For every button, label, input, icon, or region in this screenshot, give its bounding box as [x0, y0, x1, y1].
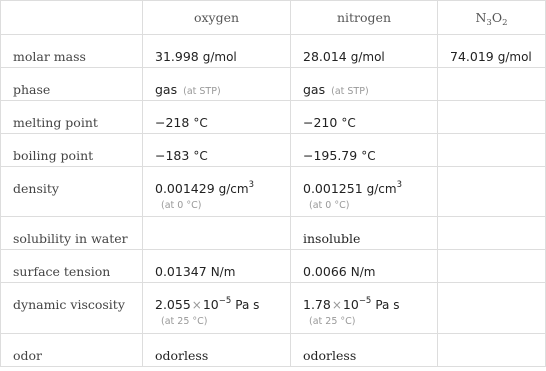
table-header-row: [1, 1, 546, 35]
row-label: surface tension: [1, 250, 143, 283]
nitrogen-surface-tension: [291, 250, 438, 283]
n3o2-dynamic-viscosity: [438, 283, 546, 334]
unit-exponent: 3: [248, 180, 255, 190]
row-label: molar mass: [1, 35, 143, 68]
unit: g/cm: [218, 182, 249, 196]
column-header-n3o2: [438, 1, 546, 35]
unit: Pa s: [235, 298, 260, 312]
base: 10: [342, 297, 359, 312]
row-label: phase: [1, 68, 143, 101]
row-label: melting point: [1, 101, 143, 134]
value: −183: [155, 148, 190, 163]
table-row: [1, 68, 546, 101]
value: 74.019: [450, 49, 494, 64]
oxygen-density: [143, 167, 291, 217]
n3o2-solubility: [438, 217, 546, 250]
nitrogen-melting-point: [291, 101, 438, 134]
value: 0.001429: [155, 181, 215, 196]
times-sign: ×: [331, 298, 342, 312]
mantissa: 2.055: [155, 297, 191, 312]
value: 0.001251: [303, 181, 363, 196]
n3o2-molar-mass: [438, 35, 546, 68]
table-row: [1, 283, 546, 334]
unit: Pa s: [375, 298, 400, 312]
table-row: [1, 134, 546, 167]
nitrogen-solubility: insoluble: [291, 217, 438, 250]
oxygen-solubility: [143, 217, 291, 250]
n3o2-melting-point: [438, 101, 546, 134]
unit: °C: [193, 116, 208, 130]
column-header-oxygen: oxygen: [143, 1, 291, 35]
formula-n: N: [475, 10, 487, 25]
unit: g/mol: [202, 50, 237, 64]
condition-note: (at STP): [183, 86, 221, 97]
base: 10: [202, 297, 219, 312]
column-header-nitrogen: nitrogen: [291, 1, 438, 35]
table-row: [1, 250, 546, 283]
table-row: [1, 35, 546, 68]
n3o2-density: [438, 167, 546, 217]
value: −195.79: [303, 148, 358, 163]
unit: °C: [193, 149, 208, 163]
value: −210: [303, 115, 338, 130]
value: gas: [303, 82, 326, 97]
value: 31.998: [155, 49, 199, 64]
nitrogen-dynamic-viscosity: [291, 283, 438, 334]
unit: g/mol: [350, 50, 385, 64]
unit: N/m: [350, 265, 376, 279]
unit-exponent: 3: [396, 180, 403, 190]
n3o2-phase: [438, 68, 546, 101]
oxygen-dynamic-viscosity: [143, 283, 291, 334]
unit: N/m: [210, 265, 236, 279]
formula-o: O: [491, 10, 503, 25]
nitrogen-phase: [291, 68, 438, 101]
condition-note: (at 25 °C): [161, 316, 208, 327]
row-label: density: [1, 167, 143, 217]
oxygen-odor: odorless: [143, 334, 291, 367]
oxygen-melting-point: [143, 101, 291, 134]
value: 0.0066: [303, 264, 347, 279]
table-row: [1, 101, 546, 134]
mantissa: 1.78: [303, 297, 331, 312]
nitrogen-odor: odorless: [291, 334, 438, 367]
condition-note: (at 25 °C): [309, 316, 356, 327]
condition-note: (at STP): [331, 86, 369, 97]
value: 28.014: [303, 49, 347, 64]
condition-note: (at 0 °C): [309, 200, 350, 211]
table-row: [1, 334, 546, 367]
n3o2-surface-tension: [438, 250, 546, 283]
row-label: dynamic viscosity: [1, 283, 143, 334]
unit: g/mol: [497, 50, 532, 64]
exponent: −5: [358, 296, 372, 306]
times-sign: ×: [191, 298, 202, 312]
unit: °C: [361, 149, 376, 163]
formula-o-subscript: 2: [502, 18, 508, 28]
oxygen-surface-tension: [143, 250, 291, 283]
nitrogen-molar-mass: [291, 35, 438, 68]
nitrogen-density: [291, 167, 438, 217]
row-label: boiling point: [1, 134, 143, 167]
unit: °C: [341, 116, 356, 130]
oxygen-boiling-point: [143, 134, 291, 167]
value: 0.01347: [155, 264, 207, 279]
exponent: −5: [218, 296, 232, 306]
oxygen-phase: [143, 68, 291, 101]
formula-n-subscript: 3: [486, 18, 492, 28]
oxygen-molar-mass: [143, 35, 291, 68]
value: −218: [155, 115, 190, 130]
table-row: [1, 217, 546, 250]
header-empty-cell: [1, 1, 143, 35]
row-label: solubility in water: [1, 217, 143, 250]
n3o2-boiling-point: [438, 134, 546, 167]
unit: g/cm: [366, 182, 397, 196]
row-label: odor: [1, 334, 143, 367]
n3o2-odor: [438, 334, 546, 367]
nitrogen-boiling-point: [291, 134, 438, 167]
value: gas: [155, 82, 178, 97]
table-row: [1, 167, 546, 217]
condition-note: (at 0 °C): [161, 200, 202, 211]
